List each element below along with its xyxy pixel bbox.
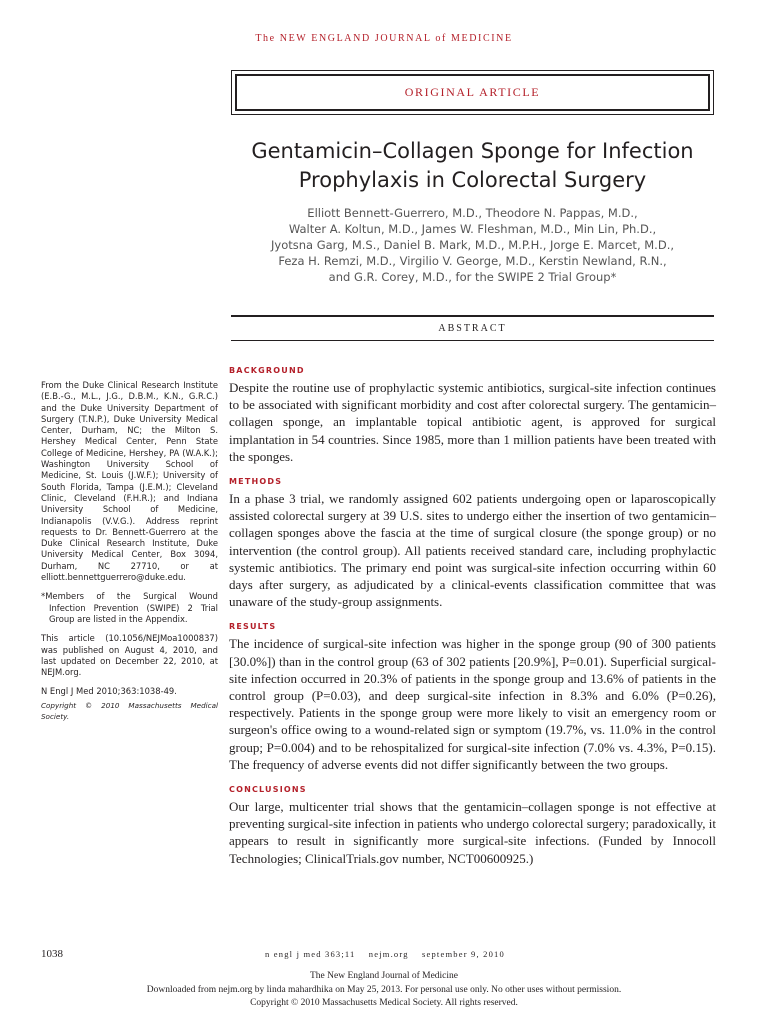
article-type-box: [231, 70, 714, 115]
abstract-heading: ABSTRACT: [231, 315, 714, 341]
sidebar-notes: [41, 380, 218, 730]
results-heading: RESULTS: [229, 622, 277, 632]
download-line: Copyright © 2010 Massachusetts Medical Society. All rights reserved.: [250, 998, 518, 1008]
results-text: The incidence of surgical-site infection was higher in the sponge group (90 of 300 patients [30.0%]) than in the control group (63 of 302 patients [20.9%], P=0.01). Superficial surgical-site infection occurred in 20.3% of patients in the sponge group and 13.6% of patients in the control group (P=0.03), and deep surgical-site infection in 8.3% and 6.0% (P=0.26), respectively. Patients in the sponge group were more likely to visit an emergency room or surgeon's office owing to a wound-related sign or symptom (19.7%, vs. 11.0% in the control group; P=0.004) and to be rehospitalized for surgical-site infection (7.0% vs. 4.3%, P=0.15). The frequency of adverse events did not differ significantly between the two groups.: [229, 636, 716, 772]
journal-header: The NEW ENGLAND JOURNAL of MEDICINE: [255, 33, 513, 44]
conclusions-text: Our large, multicenter trial shows that the gentamicin–collagen sponge is not effective at preventing surgical-site infection in patients who undergo colorectal surgery; paradoxically, it appears to result in significantly more surgical-site infections. (Funded by Innocoll Technologies; ClinicalTrials.gov number, NCT00600925.): [229, 799, 716, 866]
author-line: Elliott Bennett-Guerrero, M.D., Theodore N. Pappas, M.D.,: [307, 206, 638, 220]
download-notice: [0, 970, 768, 1011]
download-line: Downloaded from nejm.org by linda mahardhika on May 25, 2013. For personal use only. No other uses without permission.: [146, 984, 622, 995]
article-title: [225, 137, 720, 195]
author-line: Feza H. Remzi, M.D., Virgilio V. George, M.D., Kerstin Newland, R.N.,: [278, 254, 667, 268]
author-line: Walter A. Koltun, M.D., James W. Fleshman, M.D., Min Lin, Ph.D.,: [288, 222, 657, 236]
title-line: Prophylaxis in Colorectal Surgery: [298, 168, 647, 192]
affiliations-note: From the Duke Clinical Research Institute (E.B.-G., M.L., J.G., D.B.M., K.N., G.R.C.) and the Duke University Department of Surgery (T.N.P.), Duke University Medical Center, Durham, NC; the Milton S. Hershey Medical Center, Penn State College of Medicine, Hershey, PA (W.A.K.); Washington University School of Medicine, St. Louis (J.W.F.); University of South Florida, Tampa (J.E.M.); Cleveland Clinic, Cleveland (F.H.R.); and Indiana University School of Medicine, Indianapolis (V.V.G.). Address reprint requests to Dr. Bennett-Guerrero at the Duke Clinical Research Institute, Duke University Medical Center, Box 3094, Durham, NC 27710, or at elliott.bennettguerrero@duke.edu.: [41, 380, 218, 583]
running-footer: n engl j med 363;11 nejm.org september 9, 2010: [265, 949, 505, 959]
methods-heading: METHODS: [229, 477, 283, 487]
citation: N Engl J Med 2010;363:1038-49.: [41, 686, 177, 697]
publication-note: This article (10.1056/NEJMoa1000837) was published on August 4, 2010, and last updated on December 22, 2010, at NEJM.org.: [41, 633, 218, 678]
download-line: The New England Journal of Medicine: [310, 971, 458, 981]
author-line: and G.R. Corey, M.D., for the SWIPE 2 Trial Group*: [328, 270, 617, 284]
abstract-body: [229, 366, 716, 879]
title-line: Gentamicin–Collagen Sponge for Infection: [251, 139, 694, 163]
copyright-note: Copyright © 2010 Massachusetts Medical Society.: [41, 700, 218, 722]
author-line: Jyotsna Garg, M.S., Daniel B. Mark, M.D., M.P.H., Jorge E. Marcet, M.D.,: [271, 238, 674, 252]
article-type-label: ORIGINAL ARTICLE: [235, 74, 710, 111]
page-number: 1038: [41, 948, 63, 960]
trial-group-note: *Members of the Surgical Wound Infection Prevention (SWIPE) 2 Trial Group are listed in the Appendix.: [41, 591, 218, 624]
author-list: [225, 205, 720, 285]
methods-text: In a phase 3 trial, we randomly assigned 602 patients undergoing open or laparoscopically assisted colorectal surgery at 39 U.S. sites to undergo either the insertion of two gentamicin–collagen sponges above the fascia at the time of surgical closure (the sponge group) or no intervention (the control group). All patients received standard care, including prophylactic systemic antibiotics. The primary end point was surgical-site infection occurring within 60 days after surgery, as adjudicated by a clinical-events classification committee that was unaware of the study-group assignments.: [229, 491, 716, 610]
background-text: Despite the routine use of prophylactic systemic antibiotics, surgical-site infection continues to be associated with significant morbidity and cost after colorectal surgery. The gentamicin–collagen sponge, an implantable topical antibiotic agent, is approved for surgical implantation in 54 countries. Since 1985, more than 1 million patients have been treated with the sponges.: [229, 380, 716, 464]
background-heading: BACKGROUND: [229, 366, 305, 375]
conclusions-heading: CONCLUSIONS: [229, 785, 307, 795]
